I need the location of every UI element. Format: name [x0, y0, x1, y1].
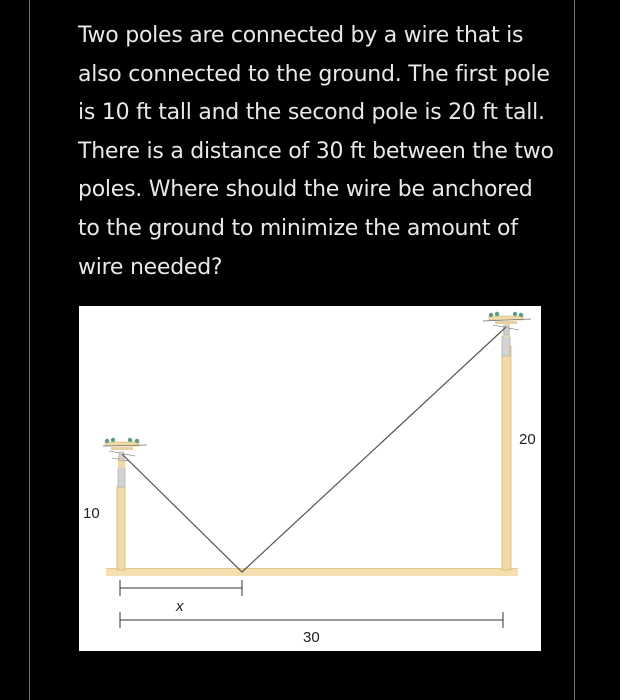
x-dimension [120, 580, 242, 596]
total-distance-label: 30 [303, 629, 320, 646]
x-distance-label: x [176, 598, 184, 615]
ground-top-edge [106, 568, 518, 569]
right-border-line [574, 0, 575, 700]
question-text: Two poles are connected by a wire that is also connected to the ground. The first pole is 10 ft tall and the second pole is 20 ft tall. There is a distance of 30 ft between the two poles. Where should the wire be anchored to the ground to minimize the amount of wire needed? [78, 23, 554, 280]
ground-strip [106, 568, 518, 576]
left-border-line [29, 0, 30, 700]
wire [122, 327, 506, 572]
poles-wire-figure [79, 306, 541, 651]
poles-diagram [79, 306, 541, 651]
pole2-height-label: 20 [519, 431, 536, 448]
pole1-height-label: 10 [83, 505, 100, 522]
